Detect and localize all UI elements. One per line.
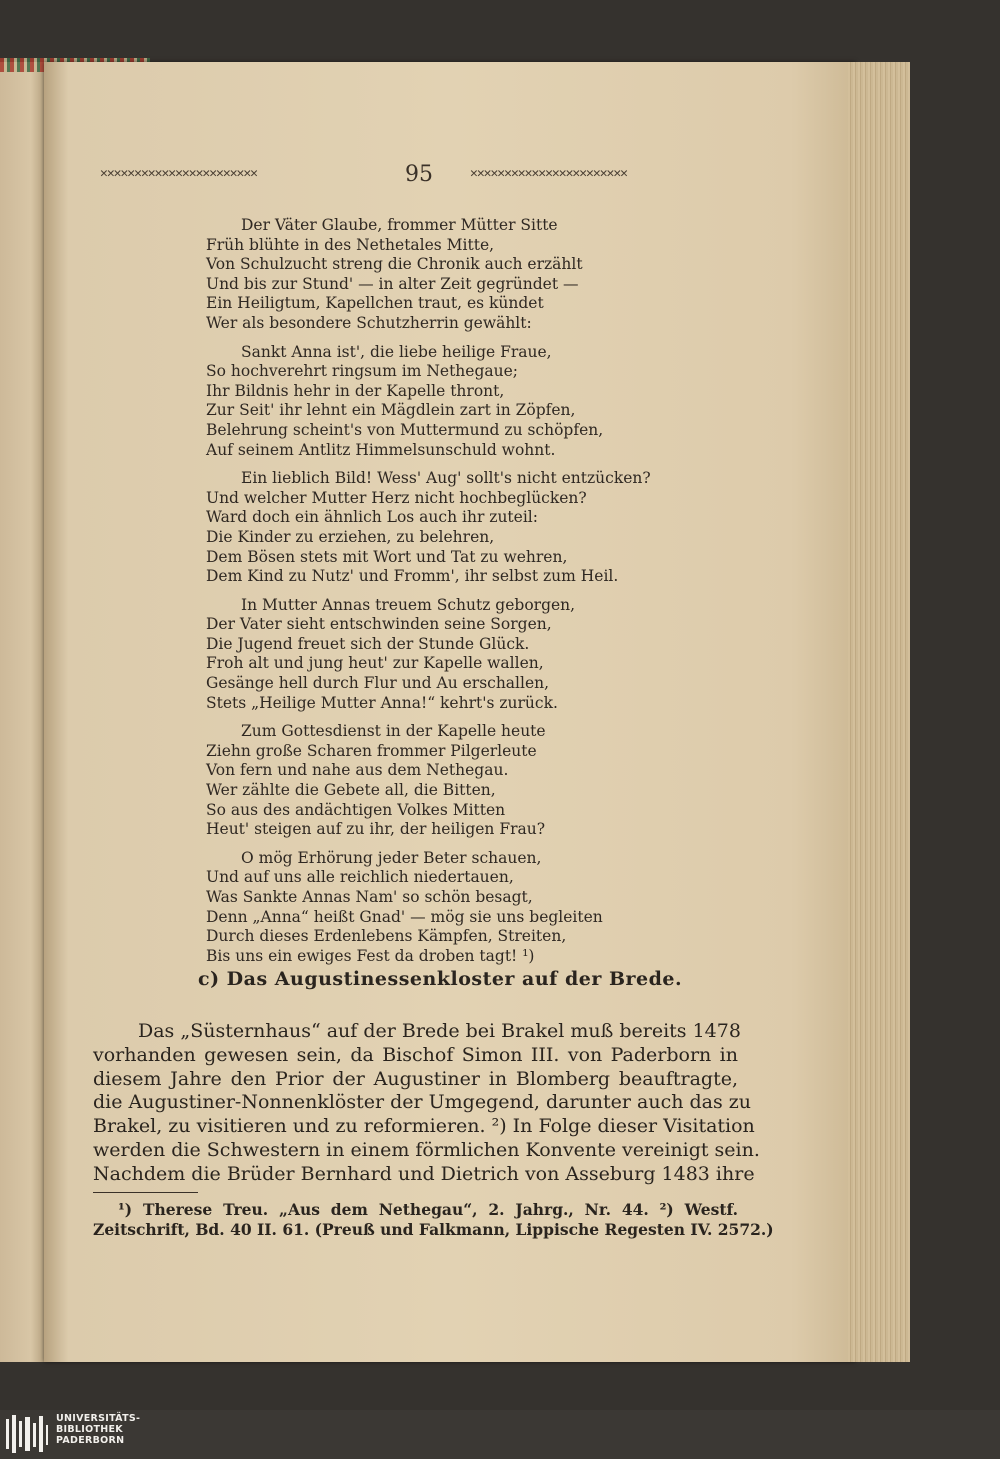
left-page-edge [0,62,44,1362]
poem-line: Und welcher Mutter Herz nicht hochbeglücken? [206,488,587,507]
poem-line: Und bis zur Stund' — in alter Zeit gegründet — [206,274,579,293]
poem-line: Wer zählte die Gebete all, die Bitten, [206,781,496,800]
poem-line: Früh blühte in des Nethetales Mitte, [206,235,495,254]
poem-line: Wer als besondere Schutzherrin gewählt: [206,313,532,332]
poem-line: Der Vater sieht entschwinden seine Sorgen, [206,615,552,634]
poem-stanza [206,343,726,461]
poem-line: Ein lieblich Bild! Wess' Aug' sollt's nicht entzücken? [241,469,651,488]
poem-line: Denn „Anna“ heißt Gnad' — mög sie uns begleiten [206,907,603,926]
footnote-line: ¹) Therese Treu. „Aus dem Nethegau“, 2. Jahrg., Nr. 44. ²) Westf. [118,1200,738,1219]
poem-line: Gesänge hell durch Flur und Au erschallen, [206,674,550,693]
poem-line: Von fern und nahe aus dem Nethegau. [206,761,509,780]
poem-stanza [206,596,726,714]
poem [206,216,726,975]
paragraph-line: Das „Süsternhaus“ auf der Brede bei Brakel muß bereits 1478 [138,1020,741,1042]
poem-line: Der Väter Glaube, frommer Mütter Sitte [241,216,558,234]
page-stack-edge [848,62,910,1362]
library-name-line: BIBLIOTHEK [56,1424,123,1435]
library-logo-icon [4,1413,50,1455]
poem-line: Stets „Heilige Mutter Anna!“ kehrt's zurück. [206,693,558,712]
footnote-line: Zeitschrift, Bd. 40 II. 61. (Preuß und Falkmann, Lippische Regesten IV. 2572.) [93,1220,774,1239]
poem-line: Dem Bösen stets mit Wort und Tat zu wehren, [206,547,568,566]
paragraph-line: die Augustiner-Nonnenklöster der Umgegend, darunter auch das zu [93,1091,752,1114]
poem-line: Sankt Anna ist', die liebe heilige Fraue, [241,342,552,361]
poem-stanza [206,216,726,334]
paragraph-line: vorhanden gewesen sein, da Bischof Simon III. von Paderborn in [93,1043,738,1066]
footnotes [93,1200,774,1240]
poem-line: Von Schulzucht streng die Chronik auch erzählt [206,255,583,274]
library-name-line: PADERBORN [56,1435,125,1446]
poem-line: Heut' steigen auf zu ihr, der heiligen Frau? [206,820,546,839]
poem-line: Die Kinder zu erziehen, zu belehren, [206,527,495,546]
poem-line: O mög Erhörung jeder Beter schauen, [241,848,542,867]
poem-line: Belehrung scheint's von Muttermund zu schöpfen, [206,420,604,439]
header-ornament-right: ✕✕✕✕✕✕✕✕✕✕✕✕✕✕✕✕✕✕✕✕✕✕✕ [470,166,628,181]
poem-line: Die Jugend freuet sich der Stunde Glück. [206,634,530,653]
poem-line: Ward doch ein ähnlich Los auch ihr zuteil: [206,508,538,527]
poem-line: Ziehn große Scharen frommer Pilgerleute [206,741,537,760]
poem-stanza [206,722,726,840]
poem-line: Und auf uns alle reichlich niedertauen, [206,868,514,887]
paragraph-line: Brakel, zu visitieren und zu reformieren. ²) In Folge dieser Visitation [93,1115,755,1138]
paragraph-line: werden die Schwestern in einem förmlichen Konvente vereinigt sein. [93,1138,760,1161]
poem-line: Was Sankte Annas Nam' so schön besagt, [206,888,533,906]
library-name-line: UNIVERSITÄTS- [56,1413,141,1424]
poem-line: Froh alt und jung heut' zur Kapelle wallen, [206,654,544,673]
body-paragraph [93,1020,760,1187]
paragraph-line: Nachdem die Brüder Bernhard und Dietrich von Asseburg 1483 ihre [93,1162,755,1185]
section-heading: c) Das Augustinessenkloster auf der Brede. [198,968,683,990]
poem-line: Auf seinem Antlitz Himmelsunschuld wohnt. [206,440,556,459]
poem-line: Ihr Bildnis hehr in der Kapelle thront, [206,381,505,400]
poem-line: Durch dieses Erdenlebens Kämpfen, Streiten, [206,927,567,946]
library-name [56,1413,140,1446]
page-number: 95 [405,162,433,187]
header-ornament-left: ✕✕✕✕✕✕✕✕✕✕✕✕✕✕✕✕✕✕✕✕✕✕✕ [100,166,258,181]
poem-line: Ein Heiligtum, Kapellchen traut, es kündet [206,294,544,313]
paragraph-line: diesem Jahre den Prior der Augustiner in Blomberg beauftragte, [93,1067,738,1090]
poem-stanza [206,849,726,967]
poem-line: Zur Seit' ihr lehnt ein Mägdlein zart in Zöpfen, [206,401,576,420]
poem-line: Zum Gottesdienst in der Kapelle heute [241,722,546,741]
poem-stanza [206,469,726,587]
poem-line: Dem Kind zu Nutz' und Fromm', ihr selbst zum Heil. [206,567,619,586]
page-header [100,162,750,192]
poem-line: So hochverehrt ringsum im Nethegaue; [206,362,518,381]
footer-bar [0,1410,1000,1459]
footnote-divider [93,1192,198,1193]
poem-line: Bis uns ein ewiges Fest da droben tagt! ¹) [206,946,535,965]
poem-line: In Mutter Annas treuem Schutz geborgen, [241,595,576,614]
poem-line: So aus des andächtigen Volkes Mitten [206,800,506,819]
